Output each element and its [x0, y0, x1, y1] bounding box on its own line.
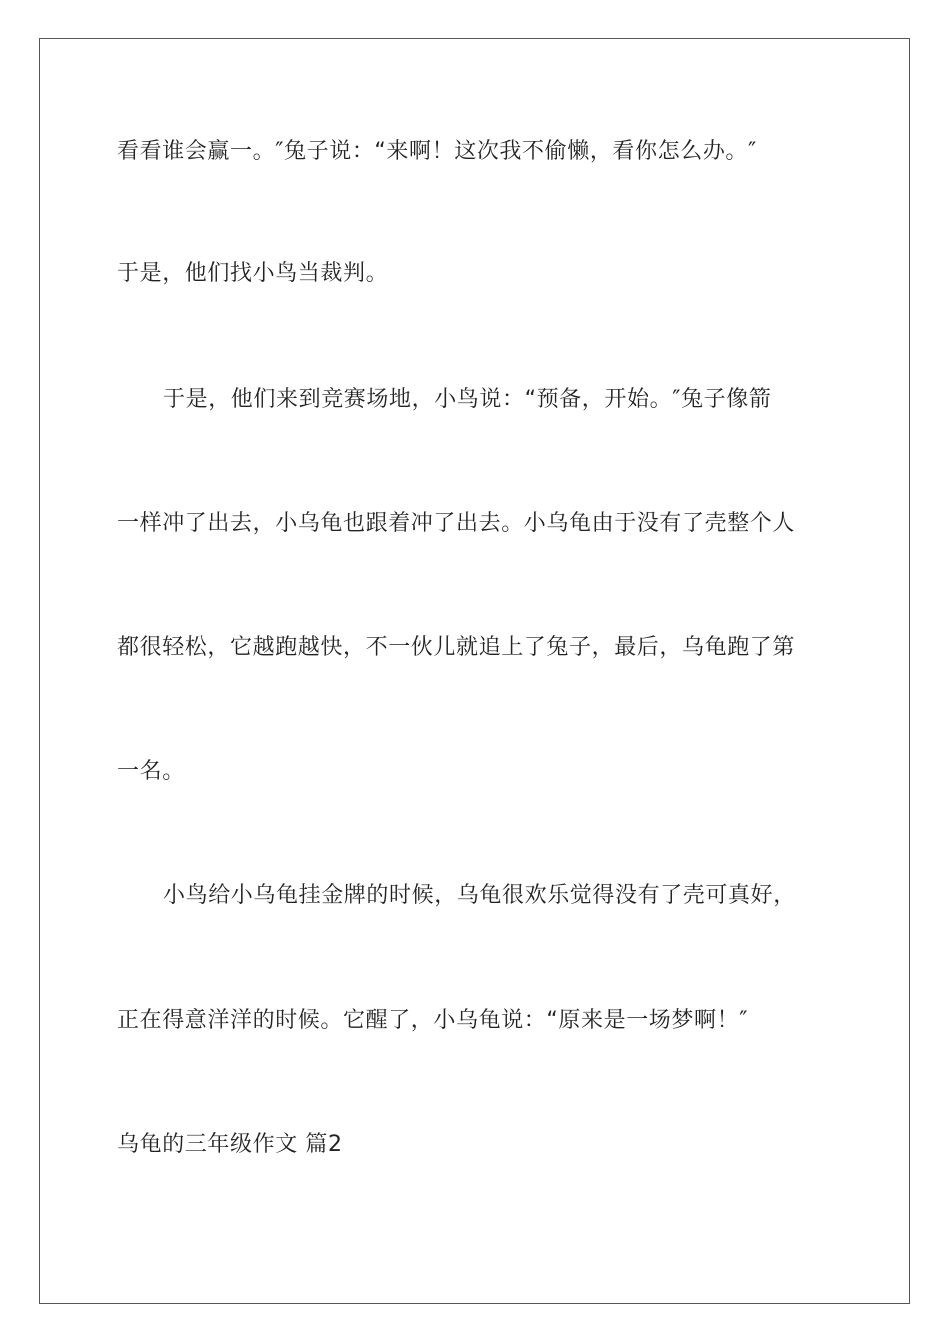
paragraph-start-line: 小鸟给小乌龟挂金牌的时候，乌龟很欢乐觉得没有了壳可真好， — [163, 883, 796, 908]
section-heading: 乌龟的三年级作文 篇2 — [117, 1132, 343, 1157]
page-border — [39, 38, 910, 1304]
text-line: 看看谁会赢一。″兔子说：“来啊！这次我不偷懒，看你怎么办。″ — [117, 139, 757, 164]
text-line: 一样冲了出去，小乌龟也跟着冲了出去。小乌龟由于没有了壳整个人 — [117, 511, 796, 536]
text-line: 正在得意洋洋的时候。它醒了，小乌龟说：“原来是一场梦啊！″ — [117, 1008, 749, 1033]
text-line: 都很轻松，它越跑越快，不一伙儿就追上了兔子，最后，乌龟跑了第 — [117, 635, 796, 660]
text-line: 一名。 — [117, 759, 185, 784]
paragraph-start-line: 于是，他们来到竞赛场地，小鸟说：“预备，开始。″兔子像箭 — [163, 387, 772, 412]
text-line: 于是，他们找小鸟当裁判。 — [117, 261, 389, 286]
